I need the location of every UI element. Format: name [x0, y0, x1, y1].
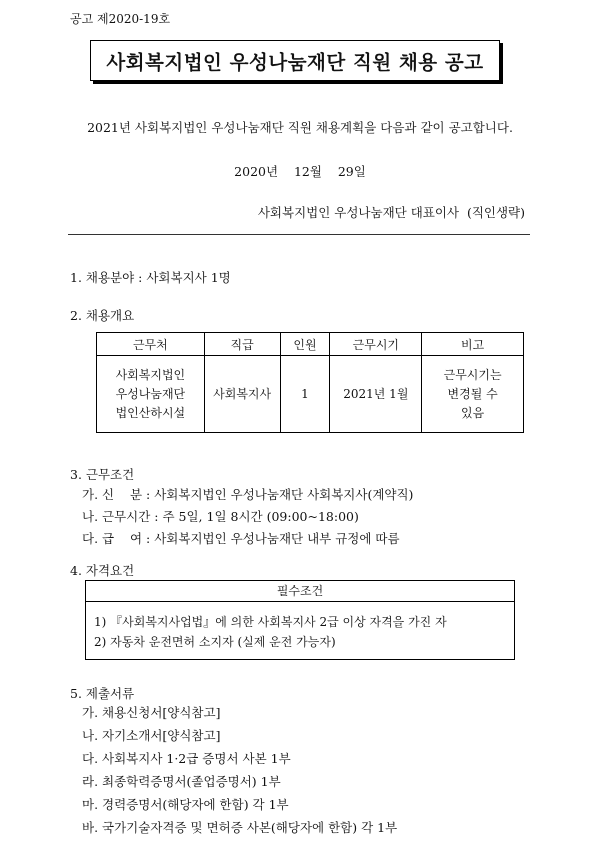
note-line: 근무시기는 [443, 367, 502, 382]
notice-number: 공고 제2020-19호 [70, 12, 171, 26]
page-title [90, 40, 500, 81]
condition-item: 가. 신 분 : 사회복지법인 우성나눔재단 사회복지사(계약직) [82, 487, 414, 502]
workplace-line: 법인산하시설 [115, 405, 186, 420]
section-overview: 2. 채용개요 [70, 308, 135, 323]
document-item: 바. 국가기술자격증 및 면허증 사본(해당자에 한함) 각 1부 [82, 820, 398, 835]
table-header: 직급 [204, 333, 280, 356]
intro-text: 2021년 사회복지법인 우성나눔재단 직원 채용계획을 다음과 같이 공고합니다. [87, 120, 513, 135]
note-line: 변경될 수 [447, 386, 498, 401]
cell-rank: 사회복지사 [204, 356, 280, 433]
document-item: 마. 경력증명서(해당자에 한함) 각 1부 [82, 797, 289, 812]
condition-item: 다. 급 여 : 사회복지법인 우성나눔재단 내부 규정에 따름 [82, 531, 400, 546]
workplace-line: 우성나눔재단 [115, 386, 186, 401]
requirement-item: 1) 『사회복지사업법』에 의한 사회복지사 2급 이상 자격을 가진 자 [94, 615, 447, 629]
table-header: 근무처 [97, 333, 205, 356]
requirements-box [85, 580, 515, 660]
note-line: 있음 [461, 405, 485, 420]
section-conditions: 3. 근무조건 [70, 467, 135, 482]
cell-count: 1 [280, 356, 330, 433]
cell-workplace [97, 356, 205, 433]
requirement-item: 2) 자동차 운전면허 소지자 (실제 운전 가능자) [94, 635, 336, 649]
document-item: 라. 최종학력증명서(졸업증명서) 1부 [82, 774, 281, 789]
cell-note [422, 356, 524, 433]
recruit-table [96, 332, 524, 433]
notice-date: 2020년 12월 29일 [234, 164, 366, 179]
table-header-row [97, 333, 524, 356]
document-item: 나. 자기소개서[양식참고] [82, 728, 221, 743]
workplace-line: 사회복지법인 [115, 367, 186, 382]
document-item: 가. 채용신청서[양식참고] [82, 705, 221, 720]
signer: 사회복지법인 우성나눔재단 대표이사 (직인생략) [257, 205, 525, 220]
page-title-text: 사회복지법인 우성나눔재단 직원 채용 공고 [106, 50, 484, 74]
table-row [97, 356, 524, 433]
table-header: 비고 [422, 333, 524, 356]
cell-period: 2021년 1월 [330, 356, 422, 433]
table-header: 인원 [280, 333, 330, 356]
table-header: 근무시기 [330, 333, 422, 356]
divider [68, 234, 530, 235]
document-item: 다. 사회복지사 1·2급 증명서 사본 1부 [82, 751, 291, 766]
section-requirements: 4. 자격요건 [70, 563, 135, 578]
requirements-header: 필수조건 [86, 581, 514, 602]
section-documents: 5. 제출서류 [70, 686, 135, 701]
condition-item: 나. 근무시간 : 주 5일, 1일 8시간 (09:00~18:00) [82, 509, 359, 524]
section-recruit-field: 1. 채용분야 : 사회복지사 1명 [70, 270, 231, 285]
